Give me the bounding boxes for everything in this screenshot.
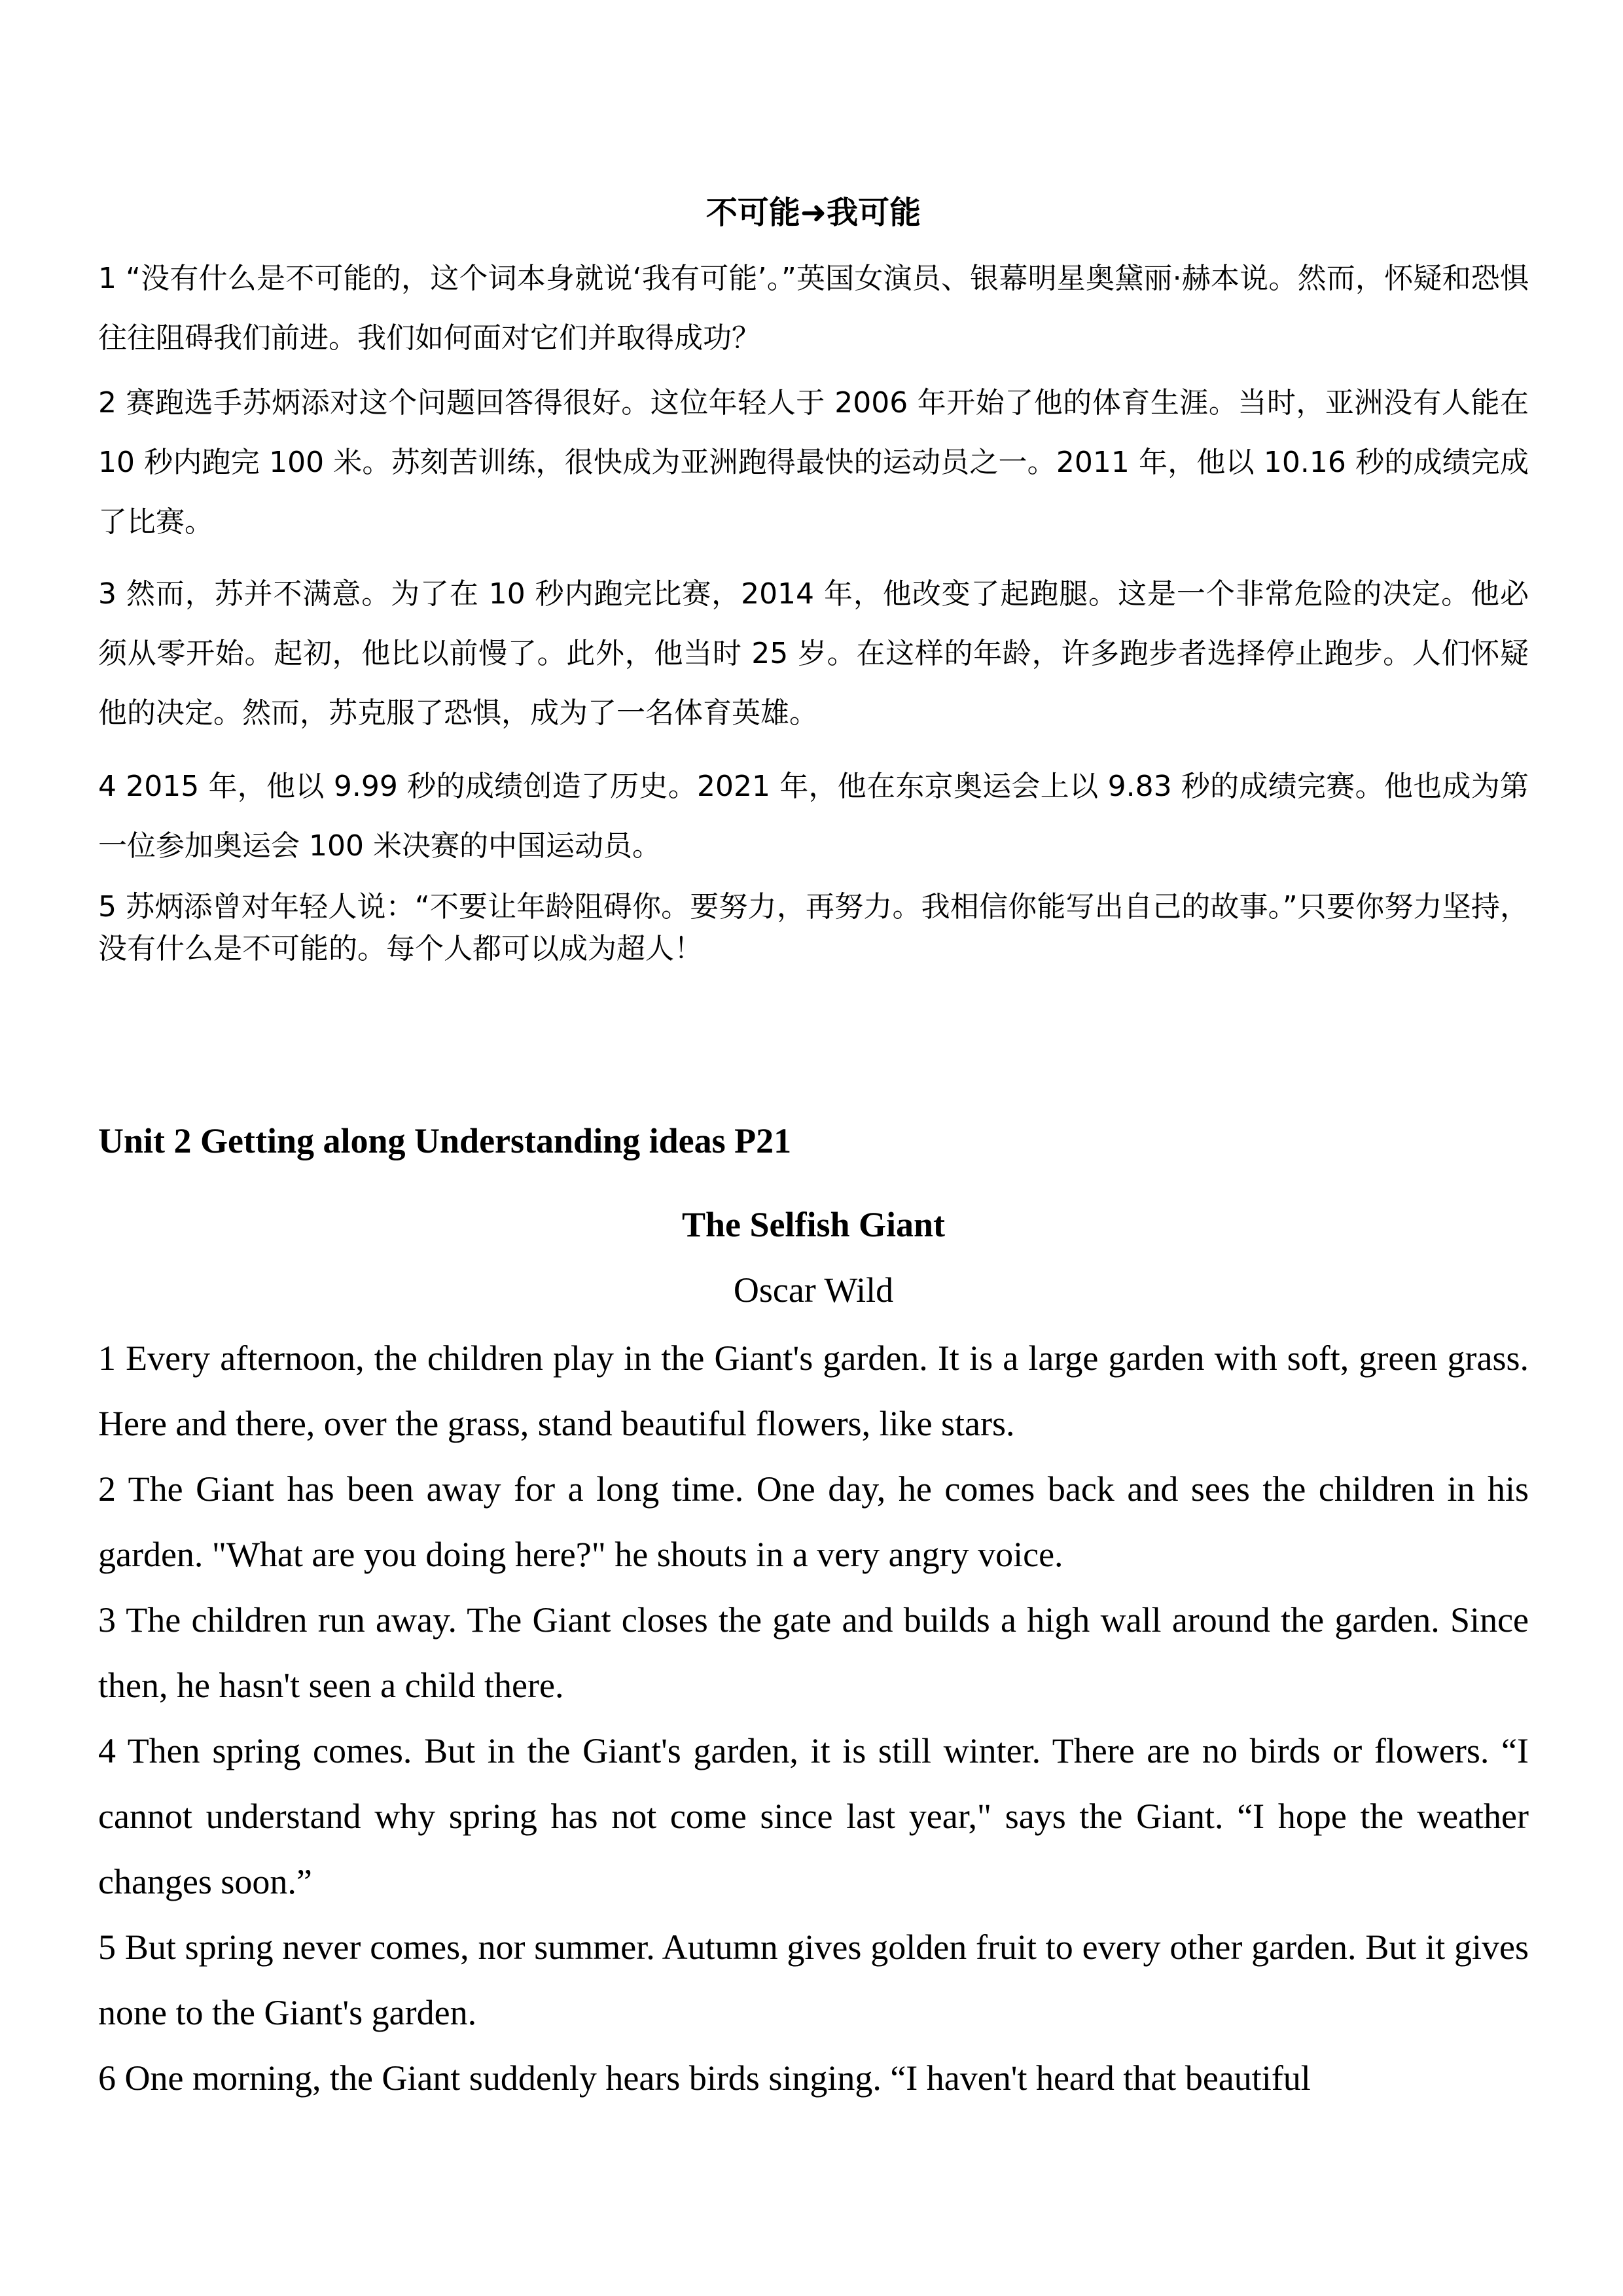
unit-heading: Unit 2 Getting along Understanding ideas P21 xyxy=(98,1121,792,1160)
story-paragraph-2: 2 The Giant has been away for a long time. One day, he comes back and sees the children in his garden. "What are you doing here?" he shouts in a very angry voice. xyxy=(98,1469,1529,1574)
chinese-title: 不可能➜我可能 xyxy=(705,194,921,231)
chinese-paragraph-3: 3 然而，苏并不满意。为了在 10 秒内跑完比赛，2014 年，他改变了起跑腿。这是一个非常危险的决定。他必须从零开始。起初，他比以前慢了。此外，他当时 25 岁。在这样的年龄，许多跑步者选择停止跑步。人们怀疑他的决定。然而，苏克服了恐惧，成为了一名体育英雄。 xyxy=(98,577,1529,730)
story-paragraph-5: 5 But spring never comes, nor summer. Autumn gives golden fruit to every other garden. But it gives none to the Giant's garden. xyxy=(98,1928,1529,2032)
chinese-paragraph-1: 1 “没有什么是不可能的，这个词本身就说‘我有可能’。”英国女演员、银幕明星奥黛丽·赫本说。然而，怀疑和恐惧往往阻碍我们前进。我们如何面对它们并取得成功？ xyxy=(98,262,1529,355)
chinese-paragraph-2: 2 赛跑选手苏炳添对这个问题回答得很好。这位年轻人于 2006 年开始了他的体育生涯。当时，亚洲没有人能在 10 秒内跑完 100 米。苏刻苦训练，很快成为亚洲跑得最快的运动员之一。2011 年，他以 10.16 秒的成绩完成了比赛。 xyxy=(98,386,1529,539)
story-title: The Selfish Giant xyxy=(681,1205,946,1244)
chinese-paragraph-5: 5 苏炳添曾对年轻人说：“不要让年龄阻碍你。要努力，再努力。我相信你能写出自己的故事。”只要你努力坚持，没有什么是不可能的。每个人都可以成为超人！ xyxy=(98,890,1529,965)
story-paragraph-6: 6 One morning, the Giant suddenly hears birds singing. “I haven't heard that beautiful xyxy=(98,2058,1311,2098)
story-author: Oscar Wild xyxy=(733,1270,894,1310)
chinese-paragraph-4: 4 2015 年，他以 9.99 秒的成绩创造了历史。2021 年，他在东京奥运会上以 9.83 秒的成绩完赛。他也成为第一位参加奥运会 100 米决赛的中国运动员。 xyxy=(98,770,1529,863)
story-paragraph-3: 3 The children run away. The Giant closes the gate and builds a high wall around the garden. Since then, he hasn't seen a child there. xyxy=(98,1600,1529,1705)
story-paragraph-1: 1 Every afternoon, the children play in the Giant's garden. It is a large garden with soft, green grass. Here and there, over the grass, stand beautiful flowers, like stars. xyxy=(98,1338,1529,1443)
story-paragraph-4: 4 Then spring comes. But in the Giant's garden, it is still winter. There are no birds or flowers. “I cannot understand why spring has not come since last year," says the Giant. “I hope the weather changes soon.” xyxy=(98,1731,1529,1901)
